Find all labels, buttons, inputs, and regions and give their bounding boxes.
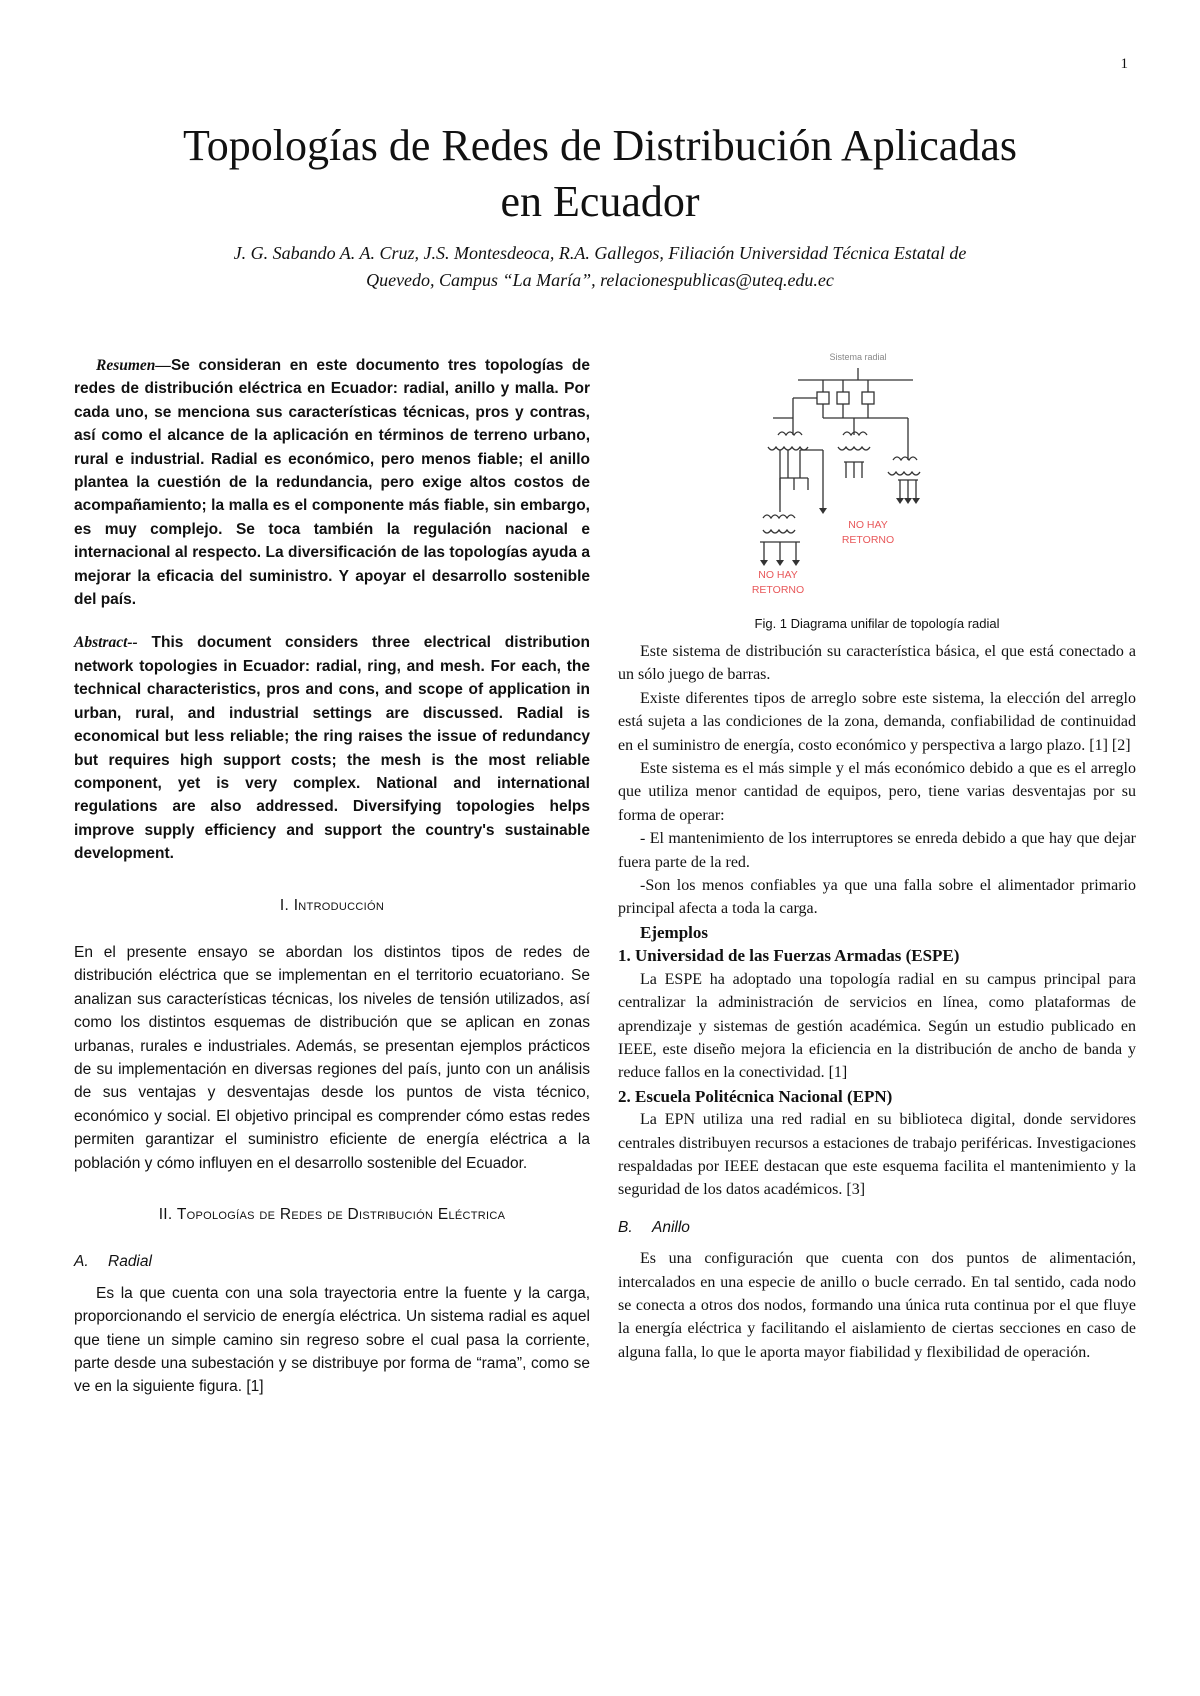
paper-title — [100, 118, 1100, 230]
no-hay-label-2: NO HAY — [758, 569, 798, 581]
title-line-1: Topologías de Redes de Distribución Aplicadas — [183, 121, 1017, 170]
breaker-2 — [837, 392, 849, 404]
abstract-text: This document considers three electrical distribution network topologies in Ecuador: radial, ring, and mesh. For each, the technical characteristics, pros and cons, and scope of application in urban, rural, and industrial settings are discussed. Radial is economical but less reliable; the ring raises the issue of redundancy but requires high support costs; the mesh is the most reliable component, yet is very complex. National and international regulations are also addressed. Diversifying topologies helps improve supply efficiency and support the country's sustainable development. — [74, 634, 590, 863]
authors-line-1: J. G. Sabando A. A. Cruz, J.S. Montesdeoca, R.A. Gallegos, Filiación Universidad Técnica Estatal de — [233, 243, 967, 263]
no-hay-label-1: NO HAY — [848, 519, 888, 531]
transformer-2b — [838, 447, 870, 450]
example-2-text: La EPN utiliza una red radial en su biblioteca digital, donde servidores centrales distribuyen recursos a estaciones de trabajo periféricas. Investigaciones respaldadas por IEEE destacan que este esquema facilita el mantenimiento y la seguridad de los datos académicos. [3] — [618, 1111, 1136, 1199]
ejemplos-heading: Ejemplos — [640, 922, 708, 942]
subsection-a-text: Es la que cuenta con una sola trayectoria entre la fuente y la carga, proporcionando el servicio de energía eléctrica. Un sistema radial es aquel que tiene un simple camino sin regreso sobre el cual pasa la corriente, parte desde una subestación y se distribuye por forma de “rama”, como se ve en la siguiente figura. [1] — [74, 1284, 590, 1396]
example-1-text: La ESPE ha adoptado una topología radial en su campus principal para centralizar la administración de servicios en línea, como plataformas de aprendizaje y sistemas de gestión académica. Según un estudio publicado en IEEE, este diseño mejora la eficiencia en la distribución de ancho de banda y reduce fallos en la conectividad. [1] — [618, 970, 1136, 1082]
title-line-2: en Ecuador — [500, 177, 700, 226]
load-arrows — [760, 498, 920, 566]
diagram-title: Sistema radial — [829, 352, 887, 362]
subsection-b-text: Es una configuración que cuenta con dos puntos de alimentación, intercalados en una especie de anillo o bucle cerrado. En tal sentido, cada nodo se conecta a otros dos nodos, formando una única ruta continua por el que fluye la energía eléctrica y facilitando el aislamiento de ciertas secciones en caso de alguna falla, lo que le aporta mayor fiabilidad y flexibilidad de operación. — [618, 1250, 1136, 1361]
authors — [110, 240, 1090, 294]
transformer-4b — [763, 530, 795, 533]
transformer-1a — [778, 432, 802, 435]
abstract-label: Abstract-- — [74, 634, 138, 652]
section-1-text: En el presente ensayo se abordan los distintos tipos de redes de distribución eléctrica que se implementan en el territorio ecuatoriano. Se analizan sus características técnicas, los niveles de tensión utilizados, así como los distintos esquemas de distribución que se aplican en zonas urbanas, rurales e industriales. Además, se presentan ejemplos prácticos de su implementación en diversas regiones del país, junto con un análisis de sus ventajas y desventajas desde los puntos de vista técnico, económico y social. El objetivo principal es comprender cómo estas redes permiten garantizar el suministro eficiente de energía eléctrica a la población y cómo influyen en el desarrollo sostenible del Ecuador. — [74, 943, 590, 1172]
right-paragraph-2: Existe diferentes tipos de arreglo sobre este sistema, la elección del arreglo está sujeta a las condiciones de la zona, demanda, confiabilidad de continuidad en el suministro de energía, costo económico y perspectiva a largo plazo. [1] [2] — [618, 689, 1136, 754]
subsection-b-title: Anillo — [652, 1218, 690, 1236]
example-2-title: 2. Escuela Politécnica Nacional (EPN) — [618, 1086, 893, 1106]
transformer-2a — [843, 432, 867, 435]
right-paragraph-4: - El mantenimiento de los interruptores se enreda debido a que hay que dejar fuera parte de la red. — [618, 830, 1136, 871]
figure-caption: Fig. 1 Diagrama unifilar de topología radial — [754, 616, 1000, 631]
right-paragraph-1: Este sistema de distribución su característica básica, el que está conectado a un sólo juego de barras. — [618, 643, 1136, 684]
breaker-3 — [862, 392, 874, 404]
section-1-heading: I. Introducción — [279, 896, 385, 914]
authors-line-2: Quevedo, Campus “La María”, relacionespublicas@uteq.edu.ec — [366, 270, 834, 290]
resumen-paragraph — [74, 354, 590, 611]
example-1-title: 1. Universidad de las Fuerzas Armadas (ESPE) — [618, 946, 960, 966]
subsection-a-letter: A. — [74, 1253, 89, 1271]
transformer-3b — [888, 472, 920, 475]
retorno-label-1: RETORNO — [841, 534, 895, 546]
radial-diagram — [738, 350, 998, 610]
resumen-label: Resumen— — [96, 357, 171, 374]
transformer-4a — [763, 515, 795, 518]
subsection-b-letter: B. — [618, 1218, 633, 1236]
right-column — [618, 350, 1136, 1364]
right-paragraph-5: -Son los menos confiables ya que una falla sobre el alimentador primario principal afecta a toda la carga. — [618, 877, 1136, 918]
breaker-1 — [817, 392, 829, 404]
subsection-a-heading — [74, 1250, 590, 1273]
right-paragraph-3: Este sistema es el más simple y el más económico debido a que es el arreglo que utiliza menor cantidad de equipos, pero, tiene varias desventajas por su forma de operar: — [618, 760, 1136, 824]
section-2-heading: II. Topologías de Redes de Distribución Eléctrica — [158, 1206, 506, 1223]
transformer-3a — [893, 457, 917, 460]
abstract-paragraph — [74, 631, 590, 865]
subsection-a-title: Radial — [108, 1253, 152, 1271]
page-number: 1 — [1120, 56, 1128, 72]
figure-1 — [618, 350, 1136, 640]
subsection-b-heading — [618, 1216, 1136, 1239]
resumen-text: Se consideran en este documento tres topologías de redes de distribución eléctrica en Ecuador: radial, anillo y malla. Por cada uno, se menciona sus características técnicas, pros y contras, así como el alcance de la aplicación en términos de terreno urbano, rural e industrial. Radial es económico, pero menos fiable; el anillo plantea la cuestión de la redundancia, pero exige altos costos de acompañamiento; la malla es el componente más fiable, sin embargo, es muy complejo. Se toca también la regulación nacional e internacional al respecto. La diversificación de las topologías ayuda a mejorar la eficacia del suministro. Y apoyar el desarrollo sostenible del país. — [74, 357, 590, 609]
diagram-lines — [760, 368, 920, 562]
left-column — [74, 354, 590, 1399]
retorno-label-2: RETORNO — [751, 584, 805, 596]
